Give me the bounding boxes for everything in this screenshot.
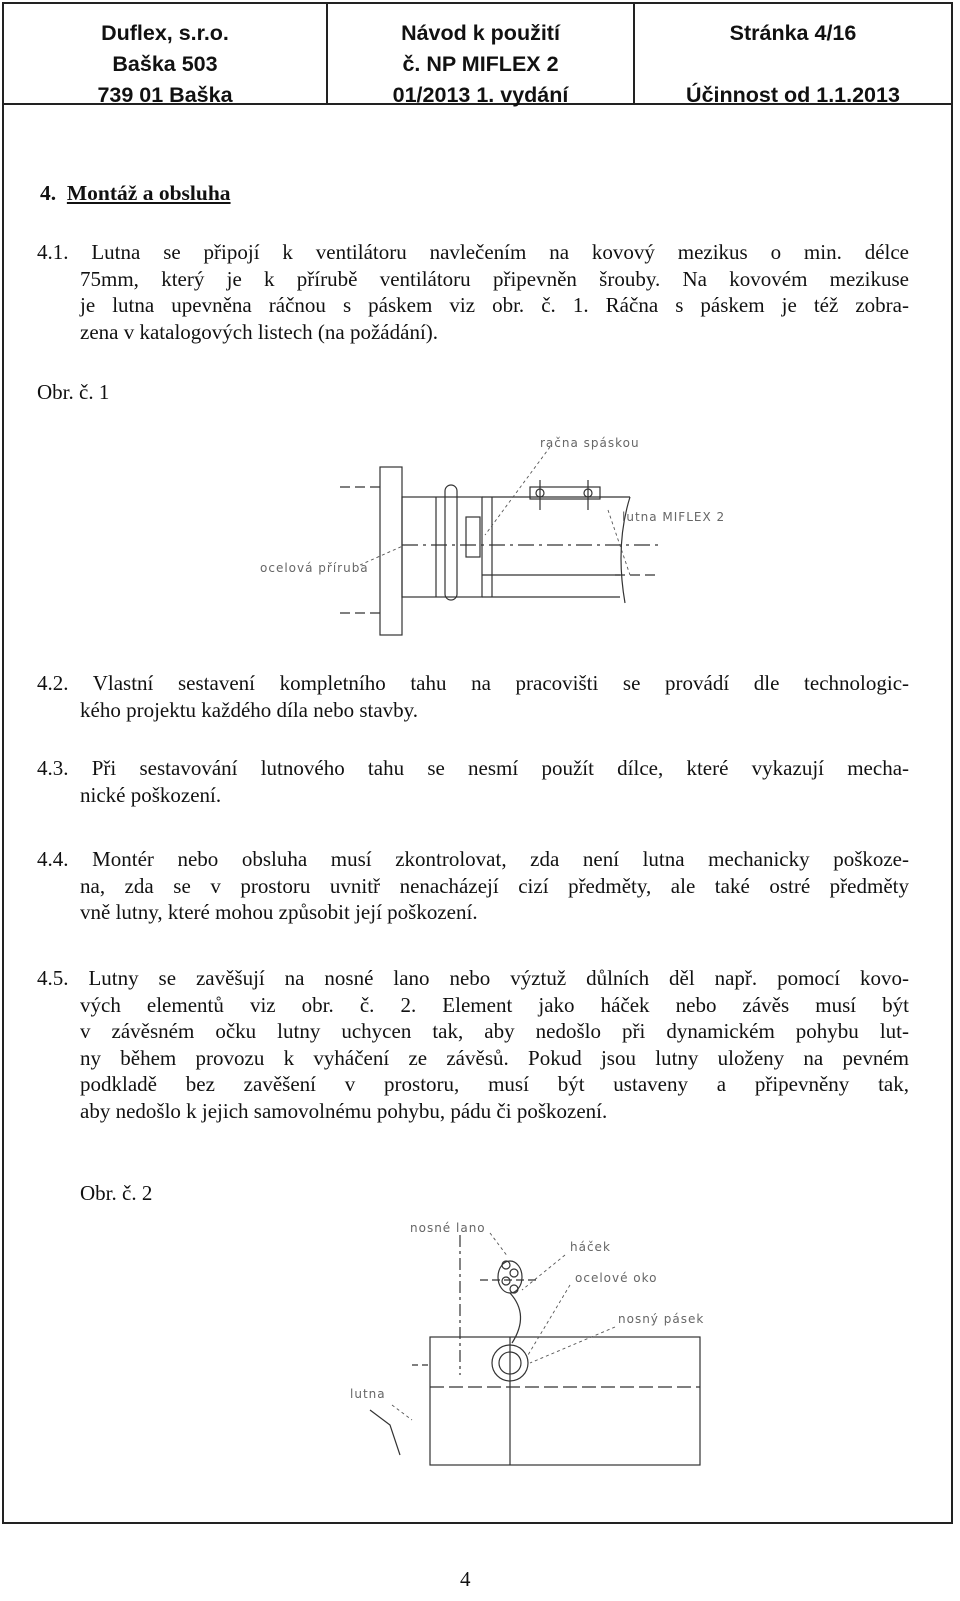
flange-shape (380, 467, 402, 635)
page-label: Stránka 4/16 (729, 21, 857, 45)
paragraph-number: 4.4. (37, 847, 69, 871)
label-flange: ocelová příruba (260, 561, 369, 575)
paragraph-number: 4.5. (37, 966, 69, 990)
figure1-drawing (240, 425, 800, 655)
paragraph-line: nické poškození. (80, 782, 222, 807)
document-title-block (328, 4, 635, 107)
section-number: 4. (40, 181, 57, 205)
paragraph-4-3 (37, 755, 909, 808)
company-name: Duflex, s.r.o. (101, 21, 229, 45)
paragraph-line: zena v katalogových listech (na požádání). (80, 319, 439, 344)
paragraph-line: v závěsném očku lutny uchycen tak, aby nedošlo při dynamickém pohybu lut- (80, 1019, 909, 1043)
paragraph-line: Lutny se zavěšují na nosné lano nebo výztuž důlních děl např. pomocí kovo- (88, 966, 910, 990)
document-title: Návod k použití (401, 21, 560, 45)
paragraph-line: je lutna upevněna ráčnou s páskem viz obr. č. 1. Ráčna s páskem je též zobra- (80, 293, 909, 317)
paragraph-number: 4.1. (37, 240, 69, 264)
document-header (4, 4, 951, 105)
figure2-caption: Obr. č. 2 (80, 1181, 153, 1205)
figure1-caption: Obr. č. 1 (37, 380, 110, 404)
paragraph-line: aby nedošlo k jejich samovolnému pohybu, pádu či poškození. (80, 1098, 608, 1123)
paragraph-line: Při sestavování lutnového tahu se nesmí použít dílce, které vykazují mecha- (91, 756, 910, 780)
document-number: č. NP MIFLEX 2 (402, 52, 559, 76)
label-duct: lutna MIFLEX 2 (622, 510, 726, 524)
paragraph-4-5 (37, 965, 909, 1124)
paragraph-number: 4.2. (37, 671, 69, 695)
document-edition: 01/2013 1. vydání (392, 83, 569, 107)
company-street: Baška 503 (112, 52, 218, 76)
effective-date: Účinnost od 1.1.2013 (686, 83, 900, 107)
company-city: 739 01 Baška (97, 83, 233, 107)
label-belt: nosný pásek (618, 1312, 705, 1326)
paragraph-line: vně lutny, které mohou způsobit její poškození. (80, 900, 478, 924)
label-ratchet: račna spáskou (540, 436, 640, 450)
page-number: 4 (460, 1567, 471, 1591)
page-info-block (635, 4, 951, 107)
company-block (4, 4, 328, 107)
label-hook: háček (570, 1240, 611, 1254)
paragraph-line: Vlastní sestavení kompletního tahu na pracovišti se provádí dle technologic- (92, 671, 910, 695)
label-rope: nosné lano (410, 1221, 486, 1235)
figure2-drawing (330, 1215, 750, 1475)
label-eyelet: ocelové oko (575, 1271, 658, 1285)
label-duct: lutna (350, 1387, 386, 1401)
paragraph-number: 4.3. (37, 756, 69, 780)
paragraph-line: podkladě bez zavěšení v prostoru, musí být ustaveny a připevněny tak, (80, 1072, 909, 1096)
section-heading (40, 180, 231, 207)
paragraph-line: vých elementů viz obr. č. 2. Element jako háček nebo závěs musí být (80, 992, 909, 1017)
paragraph-4-1 (37, 239, 909, 345)
paragraph-line: Montér nebo obsluha musí zkontrolovat, zda není lutna mechanicky poškoze- (92, 847, 909, 871)
paragraph-4-2 (37, 670, 909, 723)
paragraph-line: 75mm, který je k přírubě ventilátoru připevněn šrouby. Na kovovém mezikuse (80, 266, 909, 291)
paragraph-line: Lutna se připojí k ventilátoru navlečením na kovový mezikus o min. délce (91, 240, 909, 264)
paragraph-line: ny během provozu k vyháčení ze závěsů. Pokud jsou lutny uloženy na pevném (80, 1045, 909, 1070)
paragraph-4-4 (37, 846, 909, 926)
paragraph-line: kého projektu každého díla nebo stavby. (80, 697, 419, 722)
section-title: Montáž a obsluha (66, 181, 231, 205)
paragraph-line: na, zda se v prostoru uvnitř nenacházejí cizí předměty, ale také ostré předměty (80, 873, 909, 898)
